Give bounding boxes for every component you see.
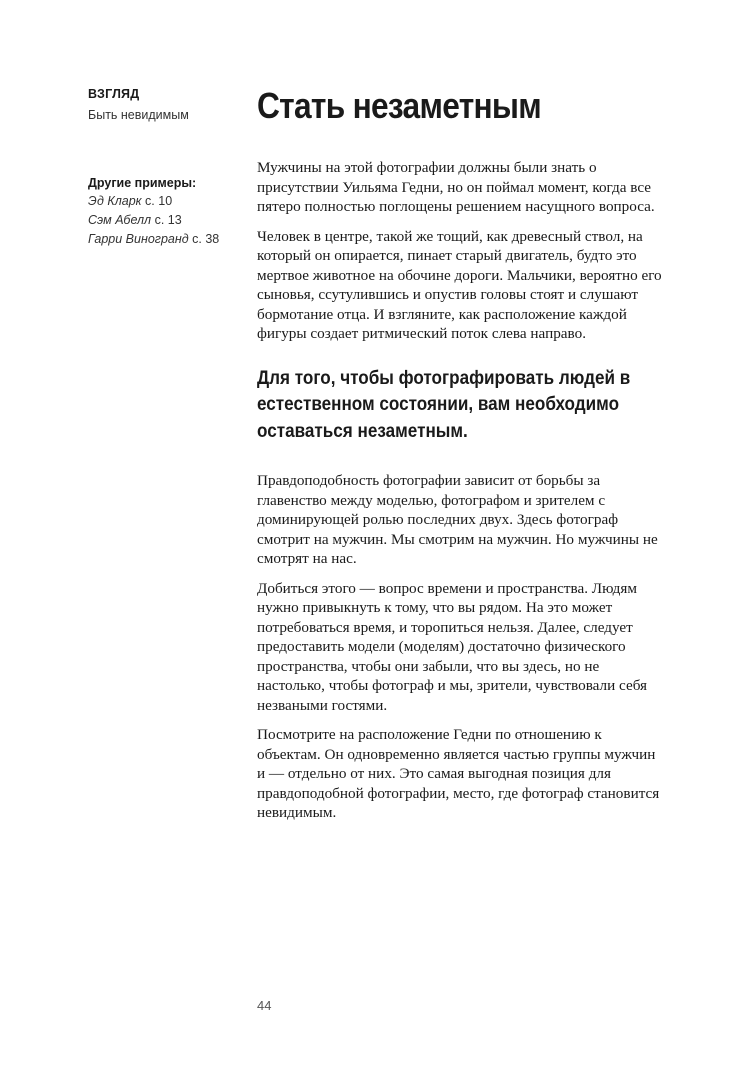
page-number: 44 [257, 998, 272, 1013]
paragraph: Добиться этого — вопрос времени и пространства. Людям нужно привыкнуть к тому, что вы рядом. На это может потребоваться время, и торопиться нельзя. Далее, следует предоставить модели (моделям) достаточно физического пространства, чтобы они забыли, что вы здесь, но не настолько, чтобы фотограф и мы, зрители, чувствовали себя незваными гостями. [257, 579, 648, 714]
example-page: с. 13 [154, 213, 182, 227]
paragraph: Человек в центре, такой же тощий, как древесный ствол, на который он опирается, пинает старый двигатель, будто это мертвое животное на обочине дороги. Мальчики, вероятно его сыновья, ссутулившись и опустив головы стоят и слушают бормотание отца. И взгляните, как расположение каждой фигуры создает ритмический поток слева направо. [257, 227, 662, 342]
example-item [88, 192, 238, 211]
paragraph: Мужчины на этой фотографии должны были знать о присутствии Уильяма Гедни, но он поймал момент, когда все пятеро полностью поглощены решением насущного вопроса. [257, 159, 655, 215]
main-content [257, 80, 665, 833]
sidebar [88, 86, 238, 249]
example-item [88, 211, 238, 230]
pull-quote: Для того, чтобы фотографировать людей в естественном состоянии, вам необходимо оставаться незаметным. [257, 367, 631, 442]
other-examples-title: Другие примеры: [88, 176, 197, 190]
section-label: ВЗГЛЯД [88, 87, 140, 101]
section-subtitle: Быть невидимым [88, 108, 189, 122]
example-page: с. 10 [145, 194, 173, 208]
paragraph: Посмотрите на расположение Гедни по отношению к объектам. Он одновременно является частью группы мужчин и — отдельно от них. Это самая выгодная позиция для правдоподобной фотографии, место, где фотограф становится невидимым. [257, 726, 660, 821]
paragraph: Правдоподобность фотографии зависит от борьбы за главенство между моделью, фотографом и зрителем с доминирующей ролью последних двух. Здесь фотограф смотрит на мужчин. Мы смотрим на мужчин. Но мужчины не смотрят на нас. [257, 472, 658, 567]
example-name: Сэм Абелл [88, 213, 152, 227]
example-name: Гарри Виногранд [88, 232, 189, 246]
example-item [88, 230, 238, 249]
page-title: Стать незаметным [257, 85, 542, 126]
example-page: с. 38 [192, 232, 220, 246]
other-examples-list [88, 192, 238, 249]
example-name: Эд Кларк [88, 194, 142, 208]
